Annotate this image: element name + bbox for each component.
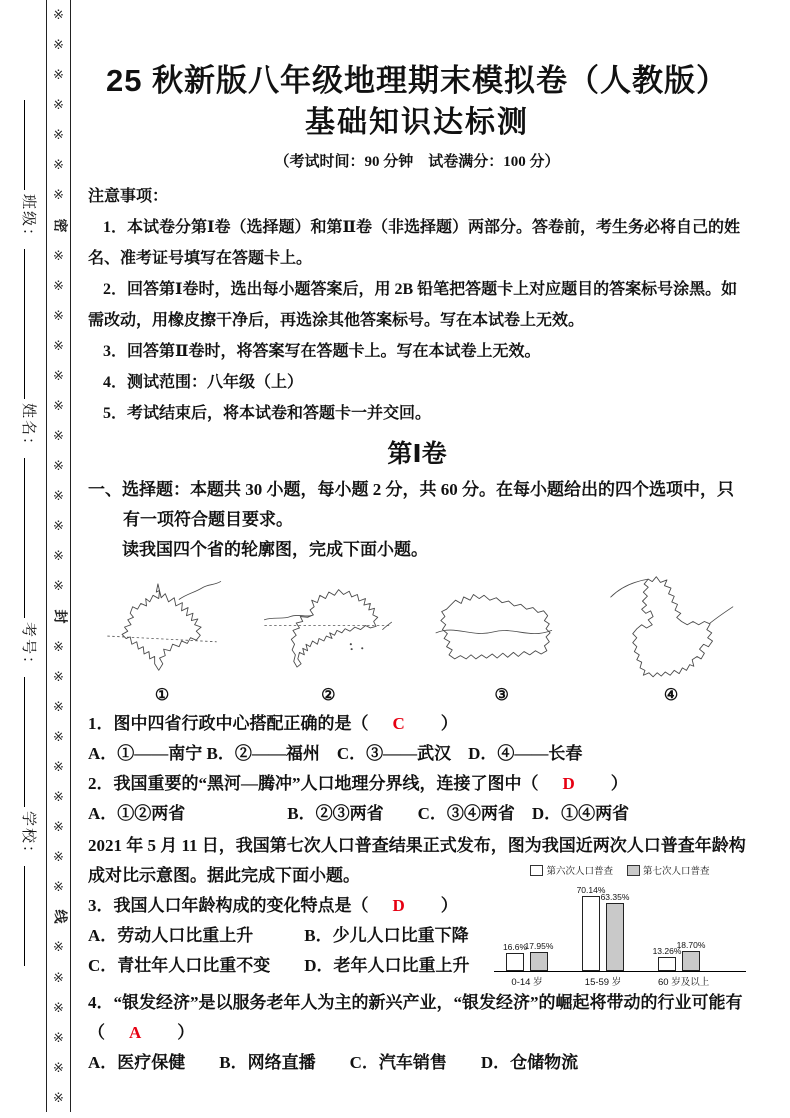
seal-marker: ※ bbox=[53, 1089, 64, 1105]
seal-marker: ※ bbox=[53, 97, 64, 113]
write-in-blank bbox=[24, 866, 41, 966]
bar bbox=[682, 951, 700, 971]
seal-marker: ※ bbox=[53, 698, 64, 714]
write-in-blank bbox=[24, 458, 41, 618]
write-in-blank bbox=[24, 677, 41, 807]
bar-wrap bbox=[576, 885, 606, 971]
seal-marker: ※ bbox=[53, 879, 64, 895]
section1-directive: 一、选择题：本题共 30 小题，每小题 2 分，共 60 分。在每小题给出的四个选项中，只有一项符合题目要求。 bbox=[88, 480, 734, 529]
question-4-options: A．医疗保健 B．网络直播 C．汽车销售 D．仓储物流 bbox=[88, 1053, 579, 1072]
seal-marker: ※ bbox=[53, 939, 64, 955]
seal-marker: ※ bbox=[53, 758, 64, 774]
question-3-close: ） bbox=[440, 896, 458, 915]
question-2-number: 2． bbox=[88, 774, 114, 793]
chart-plot bbox=[494, 883, 746, 972]
seal-column bbox=[47, 8, 70, 1104]
question-1-options: A．①——南宁 B．②——福州 C．③——武汉 D．④——长春 bbox=[88, 744, 583, 763]
legend-swatch bbox=[627, 865, 640, 876]
seal-marker: ※ bbox=[53, 488, 64, 504]
question-2-answer: D bbox=[562, 774, 575, 793]
seal-marker: ※ bbox=[53, 819, 64, 835]
question-2-stem bbox=[88, 769, 746, 799]
seal-marker: ※ bbox=[53, 969, 64, 985]
seal-marker: ※ bbox=[53, 7, 64, 22]
question-1-number: 1． bbox=[88, 714, 114, 733]
question-1 bbox=[88, 709, 746, 769]
question-4-answer: A bbox=[129, 1023, 142, 1042]
student-field-label: 学校： bbox=[20, 811, 37, 863]
seal-char: 线 bbox=[51, 909, 66, 924]
seal-marker: ※ bbox=[53, 247, 64, 263]
seal-marker: ※ bbox=[53, 67, 64, 83]
heilongjiang-outline-map bbox=[596, 571, 746, 685]
question-4-close: ） bbox=[177, 1023, 195, 1042]
bar-wrap bbox=[676, 940, 706, 971]
question-3-options-row2: C．青壮年人口比重不变 D．老年人口比重上升 bbox=[88, 956, 470, 975]
legend-item bbox=[530, 863, 613, 877]
legend-item bbox=[627, 863, 710, 877]
seal-marker: ※ bbox=[53, 518, 64, 534]
bar bbox=[606, 903, 624, 971]
question-1-stem bbox=[88, 709, 746, 739]
question-2-close: ） bbox=[610, 774, 628, 793]
seal-marker: ※ bbox=[53, 277, 64, 293]
notice-item-3: 3．回答第Ⅱ卷时，将答案写在答题卡上。写在本试卷上无效。 bbox=[103, 343, 541, 360]
bar-value-label: 16.6% bbox=[502, 942, 528, 953]
hubei-outline-map bbox=[421, 579, 583, 685]
seal-char: 密 bbox=[51, 218, 66, 233]
map-label-4: ④ bbox=[663, 687, 679, 704]
question-3-options-row1: A．劳动人口比重上升 B．少儿人口比重下降 bbox=[88, 926, 469, 945]
seal-marker: ※ bbox=[53, 578, 64, 594]
seal-marker: ※ bbox=[53, 157, 64, 173]
x-axis-label: 0-14 岁 bbox=[511, 977, 543, 988]
bar bbox=[658, 957, 676, 971]
x-axis-label: 60 岁及以上 bbox=[658, 977, 710, 988]
chart-legend bbox=[494, 863, 746, 877]
seal-char: 封 bbox=[51, 609, 66, 624]
province-map-3 bbox=[421, 579, 583, 707]
notice-item-5: 5．考试结束后，将本试卷和答题卡一并交回。 bbox=[103, 405, 432, 422]
bar-value-label: 18.70% bbox=[676, 940, 706, 950]
student-field-label: 考号： bbox=[20, 622, 37, 674]
province-map-2 bbox=[249, 579, 407, 707]
seal-marker: ※ bbox=[53, 37, 64, 53]
bar bbox=[582, 896, 600, 971]
seal-marker: ※ bbox=[53, 1059, 64, 1075]
yunnan-outline-map bbox=[88, 579, 236, 685]
seal-rule-right bbox=[70, 0, 71, 1112]
write-in-blank bbox=[24, 249, 41, 399]
question-4-text: “银发经济”是以服务老年人为主的新兴产业，“银发经济”的崛起将带动的行业可能有（ bbox=[88, 993, 743, 1042]
question-4-number: 4． bbox=[88, 993, 114, 1012]
bar-wrap bbox=[524, 940, 554, 971]
write-in-blank bbox=[24, 100, 41, 190]
seal-marker: ※ bbox=[53, 307, 64, 323]
exam-info: （考试时间：90 分钟 试卷满分：100 分） bbox=[274, 154, 560, 170]
seal-marker: ※ bbox=[53, 789, 64, 805]
student-field-label: 姓名： bbox=[20, 403, 37, 455]
notice-item-1: 1．本试卷分第Ⅰ卷（选择题）和第Ⅱ卷（非选择题）两部分。答卷前，考生务必将自己的姓名、准考证号填写在答题卡上。 bbox=[88, 219, 740, 267]
seal-marker: ※ bbox=[53, 548, 64, 564]
notice-heading: 注意事项： bbox=[88, 188, 169, 205]
question-3-text: 我国人口年龄构成的变化特点是（ bbox=[113, 896, 369, 915]
map-label-2: ② bbox=[321, 687, 336, 704]
question-3-answer: D bbox=[392, 896, 405, 915]
bar-group bbox=[652, 940, 706, 971]
bar-wrap bbox=[652, 945, 682, 971]
bar-value-label: 70.14% bbox=[576, 885, 606, 895]
census-intro: 2021 年 5 月 11 日，我国第七次人口普查结果正式发布，图为我国近两次人口普查年龄构成对比示意图。据此完成下面小题。 bbox=[88, 836, 746, 885]
question-2-text: 我国重要的“黑河—腾冲”人口地理分界线，连接了图中（ bbox=[113, 774, 539, 793]
population-chart bbox=[494, 863, 746, 988]
seal-marker: ※ bbox=[53, 398, 64, 414]
page-subtitle: 基础知识达标测 bbox=[305, 106, 529, 139]
bar-value-label: 63.35% bbox=[600, 892, 630, 903]
bar-wrap bbox=[600, 892, 630, 971]
census-section bbox=[88, 831, 746, 1078]
seal-marker: ※ bbox=[53, 728, 64, 744]
bar-group bbox=[576, 885, 630, 971]
bar-value-label: 17.95% bbox=[524, 940, 554, 951]
seal-marker: ※ bbox=[53, 367, 64, 383]
notice-item-2: 2．回答第Ⅰ卷时，选出每小题答案后，用 2B 铅笔把答题卡上对应题目的答案标号涂黑。如需改动，用橡皮擦干净后，再选涂其他答案标号。写在本试卷上无效。 bbox=[88, 281, 738, 329]
question-3-number: 3． bbox=[88, 896, 114, 915]
bar-wrap bbox=[502, 942, 528, 971]
exam-page bbox=[88, 50, 746, 1078]
seal-marker: ※ bbox=[53, 668, 64, 684]
page-title: 25 秋新版八年级地理期末模拟卷（人教版） bbox=[105, 63, 729, 98]
question-2-options: A．①②两省 B．②③两省 C．③④两省 D．①④两省 bbox=[88, 804, 630, 823]
province-maps bbox=[88, 571, 746, 707]
question-1-text: 图中四省行政中心搭配正确的是（ bbox=[113, 714, 369, 733]
province-map-1 bbox=[88, 579, 236, 707]
bar bbox=[506, 953, 524, 971]
seal-marker: ※ bbox=[53, 638, 64, 654]
question-4-stem bbox=[88, 988, 746, 1048]
seal-marker: ※ bbox=[53, 127, 64, 143]
legend-label: 第六次人口普查 bbox=[546, 866, 613, 877]
province-map-4 bbox=[596, 571, 746, 707]
seal-marker: ※ bbox=[53, 1029, 64, 1045]
seal-marker: ※ bbox=[53, 337, 64, 353]
question-4 bbox=[88, 988, 746, 1078]
student-field-label: 班级： bbox=[20, 194, 37, 246]
section1-heading: 第Ⅰ卷 bbox=[387, 440, 447, 468]
legend-label: 第七次人口普查 bbox=[643, 866, 710, 877]
guangdong-outline-map bbox=[249, 579, 407, 685]
notice-item-4: 4．测试范围：八年级（上） bbox=[103, 374, 304, 391]
x-axis-label: 15-59 岁 bbox=[584, 977, 622, 988]
question-1-close: ） bbox=[440, 714, 458, 733]
seal-marker: ※ bbox=[53, 999, 64, 1015]
bar bbox=[530, 952, 548, 971]
seal-marker: ※ bbox=[53, 849, 64, 865]
map-label-3: ③ bbox=[494, 687, 509, 704]
reading-intro: 读我国四个省的轮廓图，完成下面小题。 bbox=[122, 540, 428, 559]
seal-marker: ※ bbox=[53, 428, 64, 444]
legend-swatch bbox=[530, 865, 543, 876]
map-label-1: ① bbox=[154, 687, 170, 704]
chart-x-axis bbox=[494, 974, 746, 988]
bar-group bbox=[502, 940, 554, 971]
student-info-strip bbox=[19, 100, 41, 966]
question-1-answer: C bbox=[392, 714, 405, 733]
seal-marker: ※ bbox=[53, 187, 64, 203]
question-2 bbox=[88, 769, 746, 829]
seal-marker: ※ bbox=[53, 458, 64, 474]
bar-value-label: 13.26% bbox=[652, 945, 682, 956]
